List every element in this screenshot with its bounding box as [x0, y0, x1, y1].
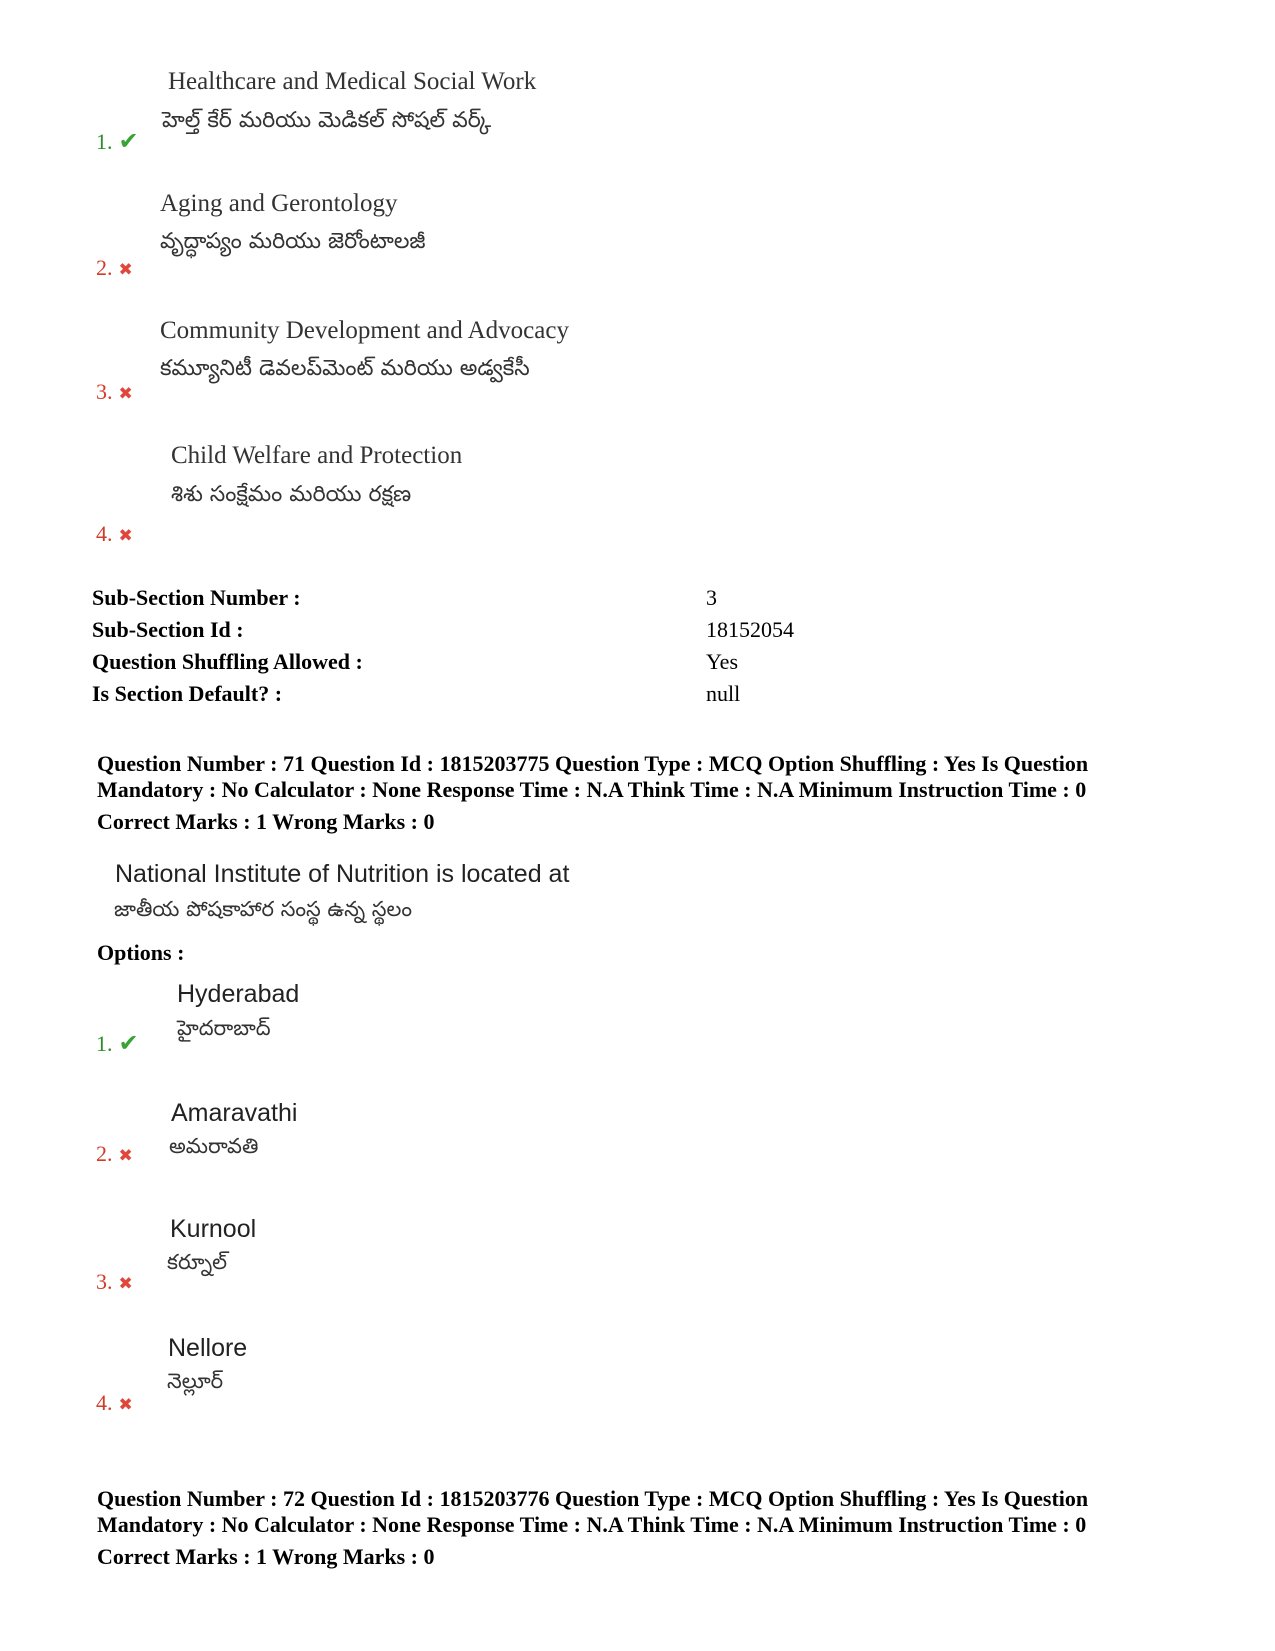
- cross-icon: ✖: [118, 384, 133, 403]
- option-text-te: శిశు సంక్షేమం మరియు రక్షణ: [171, 482, 412, 507]
- option-text-te: హైదరాబాద్: [177, 1016, 271, 1040]
- cross-icon: ✖: [118, 1146, 133, 1165]
- question-header-line-1: Question Number : 71 Question Id : 1815203775 Question Type : MCQ Option Shuffling : Yes Is Question: [97, 751, 1089, 776]
- question-header-line-2: Mandatory : No Calculator : None Response Time : N.A Think Time : N.A Minimum Instruction Time : 0: [97, 1512, 1087, 1537]
- question-header: [97, 751, 1187, 803]
- question-text-en: National Institute of Nutrition is located at: [115, 860, 570, 888]
- sub-section-number-value: 3: [706, 585, 717, 610]
- question-shuffling-label: Question Shuffling Allowed :: [92, 649, 363, 674]
- option-number-label: 2.: [96, 1141, 113, 1166]
- question-header-line-1: Question Number : 72 Question Id : 1815203776 Question Type : MCQ Option Shuffling : Yes Is Question: [97, 1486, 1089, 1511]
- option-number: [96, 1391, 133, 1417]
- cross-icon: ✖: [118, 526, 133, 545]
- option-number-label: 3.: [96, 379, 113, 404]
- option-number-label: 4.: [96, 1390, 113, 1415]
- question-header-line-2: Mandatory : No Calculator : None Response Time : N.A Think Time : N.A Minimum Instruction Time : 0: [97, 777, 1087, 802]
- option-number: [96, 256, 133, 282]
- option-text-en: Aging and Gerontology: [160, 190, 398, 217]
- option-number: [96, 380, 133, 406]
- question-marks: [97, 809, 1187, 835]
- option-text-en: Nellore: [168, 1334, 248, 1362]
- section-default-value: null: [706, 681, 741, 706]
- question-text-te: జాతీయ పోషకాహార సంస్థ ఉన్న స్థలం: [114, 897, 413, 921]
- marks-line: Correct Marks : 1 Wrong Marks : 0: [97, 809, 435, 834]
- option-number-label: 1.: [96, 129, 113, 154]
- option-number: [96, 1142, 133, 1168]
- sub-section-id-value: 18152054: [706, 617, 794, 642]
- option-number: [96, 1270, 133, 1296]
- option-number: [96, 1032, 139, 1056]
- sub-section-id-label: Sub-Section Id :: [92, 617, 244, 642]
- option-text-en: Child Welfare and Protection: [171, 442, 463, 469]
- cross-icon: ✖: [118, 1395, 133, 1414]
- check-icon: ✔: [118, 129, 139, 155]
- cross-icon: ✖: [118, 260, 133, 279]
- option-text-te: అమరావతి: [169, 1134, 259, 1158]
- option-number: [96, 130, 139, 154]
- marks-line: Correct Marks : 1 Wrong Marks : 0: [97, 1544, 435, 1569]
- question-shuffling-value: Yes: [706, 649, 739, 674]
- option-text-te: వృద్ధాప్యం మరియు జెరోంటాలజీ: [160, 229, 426, 254]
- option-number-label: 2.: [96, 255, 113, 280]
- option-text-en: Kurnool: [170, 1215, 257, 1243]
- option-number: [96, 522, 133, 548]
- option-text-te: కర్నూల్: [167, 1250, 228, 1274]
- cross-icon: ✖: [118, 1274, 133, 1293]
- option-number-label: 3.: [96, 1269, 113, 1294]
- sub-section-number-label: Sub-Section Number :: [92, 585, 301, 610]
- options-label: Options :: [97, 940, 185, 965]
- option-text-te: హెల్త్ కేర్ మరియు మెడికల్ సోషల్ వర్క్: [162, 108, 492, 133]
- check-icon: ✔: [118, 1031, 139, 1057]
- option-text-en: Community Development and Advocacy: [160, 317, 569, 344]
- option-text-en: Hyderabad: [177, 980, 300, 1008]
- option-number-label: 1.: [96, 1031, 113, 1056]
- section-default-label: Is Section Default? :: [92, 681, 283, 706]
- question-header: [97, 1486, 1187, 1538]
- option-text-en: Amaravathi: [171, 1099, 298, 1127]
- question-marks: [97, 1544, 1187, 1570]
- option-text-en: Healthcare and Medical Social Work: [168, 68, 537, 95]
- option-text-te: కమ్యూనిటీ డెవలప్‌మెంట్ మరియు అడ్వకేసీ: [160, 356, 530, 381]
- option-number-label: 4.: [96, 521, 113, 546]
- option-text-te: నెల్లూర్: [167, 1369, 224, 1393]
